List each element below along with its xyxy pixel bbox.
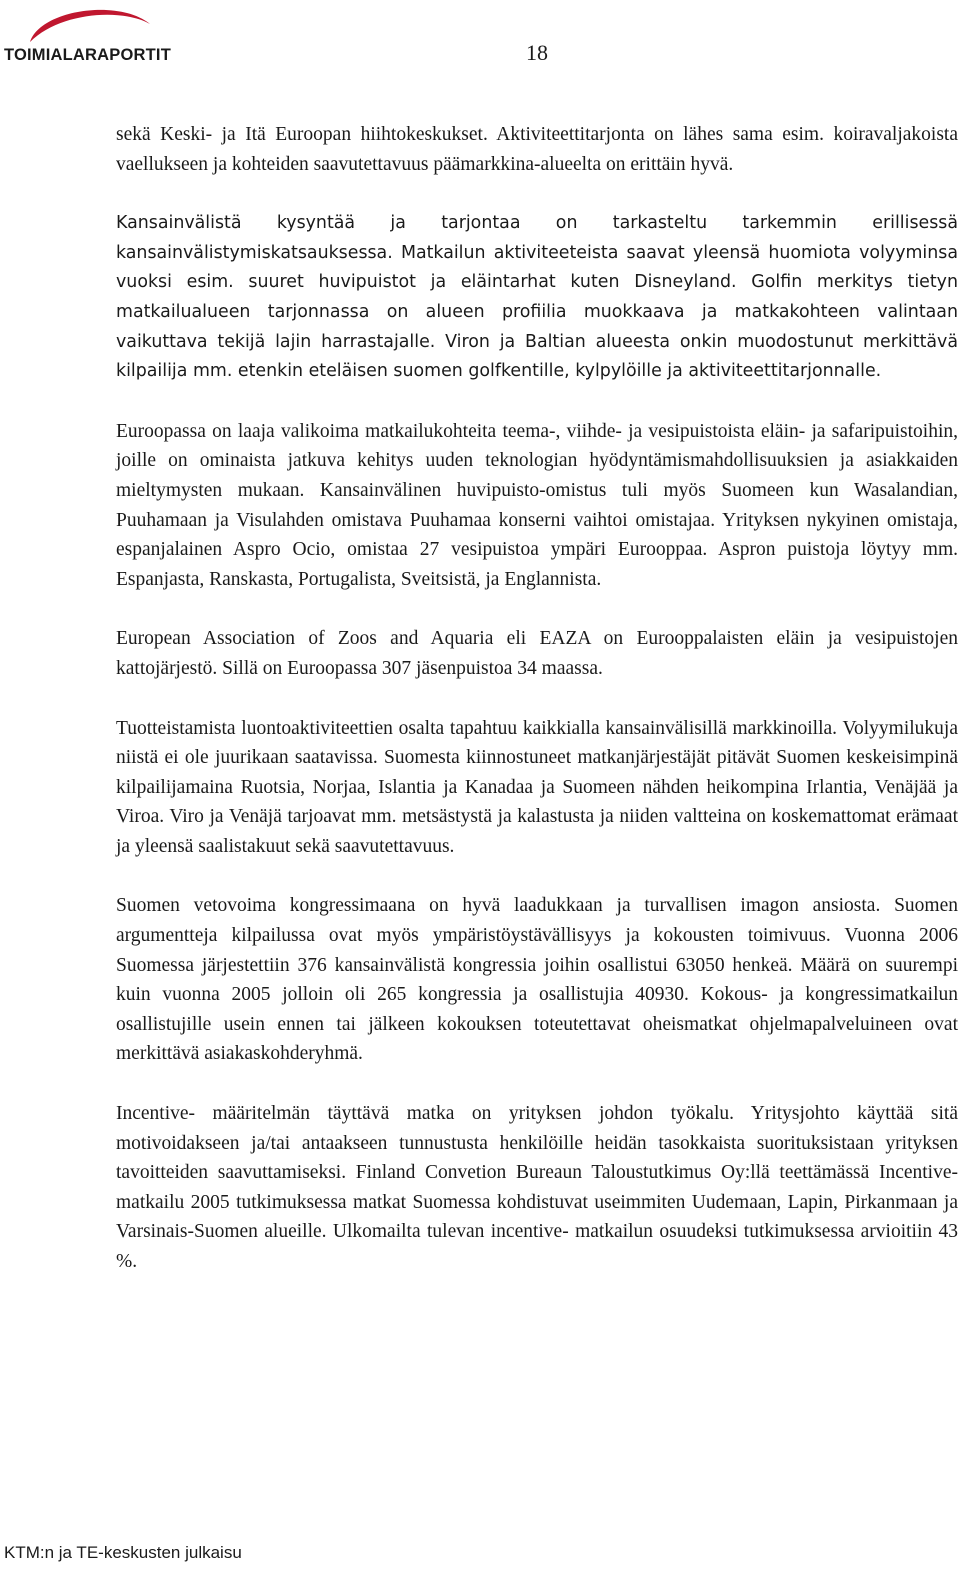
paragraph-5: Tuotteistamista luontoaktiviteettien osalta tapahtuu kaikkialla kansainvälisillä markkinoilla. Volyymilukuja niistä ei ole juurikaan saatavissa. Suomesta kiinnostuneet matkanjärjestäjät pitävät Suomen keskeisimpinä kilpailijamaina Ruotsia, Norjaa, Islantia ja Kanadaa ja Suomeen nähden heikompina Irlantia, Venäjää ja Viroa. Viro ja Venäjä tarjoavat mm. metsästystä ja kalastusta ja niiden valtteina on koskemattomat erämaat ja yleensä saalistakuut sekä saavutettavuus. xyxy=(116,717,958,857)
paragraph-4: European Association of Zoos and Aquaria eli EAZA on Eurooppalaisten eläin ja vesipuistojen kattojärjestö. Sillä on Euroopassa 307 jäsenpuistoa 34 maassa. xyxy=(116,628,958,679)
page-footer: KTM:n ja TE-keskusten julkaisu xyxy=(4,1543,242,1562)
paragraph-2: Kansainvälistä kysyntää ja tarjontaa on tarkasteltu tarkemmin erillisessä kansainvälistymiskatsauksessa. Matkailun aktiviteeteista saavat yleensä huomiota volyyminsa vuoksi esim. suuret huvipuistot ja eläintarhat kuten Disneyland. Golfin merkitys tietyn matkailualueen tarjonnassa on alueen profiilia muokkaava ja matkakohteen valintaan vaikuttava tekijä lajin harrastajalle. Viron ja Baltian alueesta onkin muodostunut merkittävä kilpailija mm. etenkin eteläisen suomen golfkentille, kylpylöille ja aktiviteettitarjonnalle. xyxy=(116,213,958,382)
paragraph-1: sekä Keski- ja Itä Euroopan hiihtokeskukset. Aktiviteettitarjonta on lähes sama esim. koiravaljakoista vaellukseen ja kohteiden saavutettavuus päämarkkina-alueelta on erittäin hyvä. xyxy=(116,124,958,175)
logo-text: TOIMIALARAPORTIT xyxy=(4,46,171,64)
paragraph-6: Suomen vetovoima kongressimaana on hyvä laadukkaan ja turvallisen imagon ansiosta. Suomen argumentteja kilpailussa ovat myös ympäristöystävällisyys ja kokousten toimivuus. Vuonna 2006 Suomessa järjestettiin 376 kansainvälistä kongressia joihin osallistui 63050 henkeä. Määrä on suurempi kuin vuonna 2005 jolloin oli 265 kongressia ja osallistujia 40930. Kokous- ja kongressimatkailun osallistujille usein ennen tai jälkeen kokouksen toteutettavat oheismatkat ohjelmapalveluineen ovat merkittävä asiakaskohderyhmä. xyxy=(116,895,958,1065)
document-body xyxy=(116,120,958,1307)
paragraph-3: Euroopassa on laaja valikoima matkailukohteita teema-, viihde- ja vesipuistoista eläin- ja safaripuistoihin, joille on ominaista jatkuva kehitys uuden teknologian hyödyntämismahdollisuuksien ja asiakkaiden mieltymysten mukaan. Kansainvälinen huvipuisto-omistus tuli myös Suomeen kun Wasalandian, Puuhamaan ja Visulahden omistava Puuhamaa konserni vaihtoi omistajaa. Yrityksen nykyinen omistaja, espanjalainen Aspro Ocio, omistaa 27 vesipuistoa ympäri Eurooppaa. Aspron puistoja löytyy mm. Espanjasta, Ranskasta, Portugalista, Sveitsistä, ja Englannista. xyxy=(116,420,958,590)
page-number: 18 xyxy=(526,40,548,65)
page-header xyxy=(0,0,960,80)
swoosh-arc-icon xyxy=(26,4,156,48)
toimialaraportit-logo xyxy=(4,4,176,64)
paragraph-7: Incentive- määritelmän täyttävä matka on yrityksen johdon työkalu. Yritysjohto käyttää sitä motivoidakseen ja/tai antaakseen tunnustusta henkilöille heidän tasokkaista suorituksistaan yrityksen tavoitteiden saavuttamiseksi. Finland Convetion Bureaun Taloustutkimus Oy:llä teettämässä Incentive- matkailu 2005 tutkimuksessa matkat Suomessa kohdistuvat useimmiten Uudemaan, Lapin, Pirkanmaan ja Varsinais-Suomen alueille. Ulkomailta tulevan incentive- matkailun osuudeksi tutkimuksessa arvioitiin 43 %. xyxy=(116,1103,958,1272)
